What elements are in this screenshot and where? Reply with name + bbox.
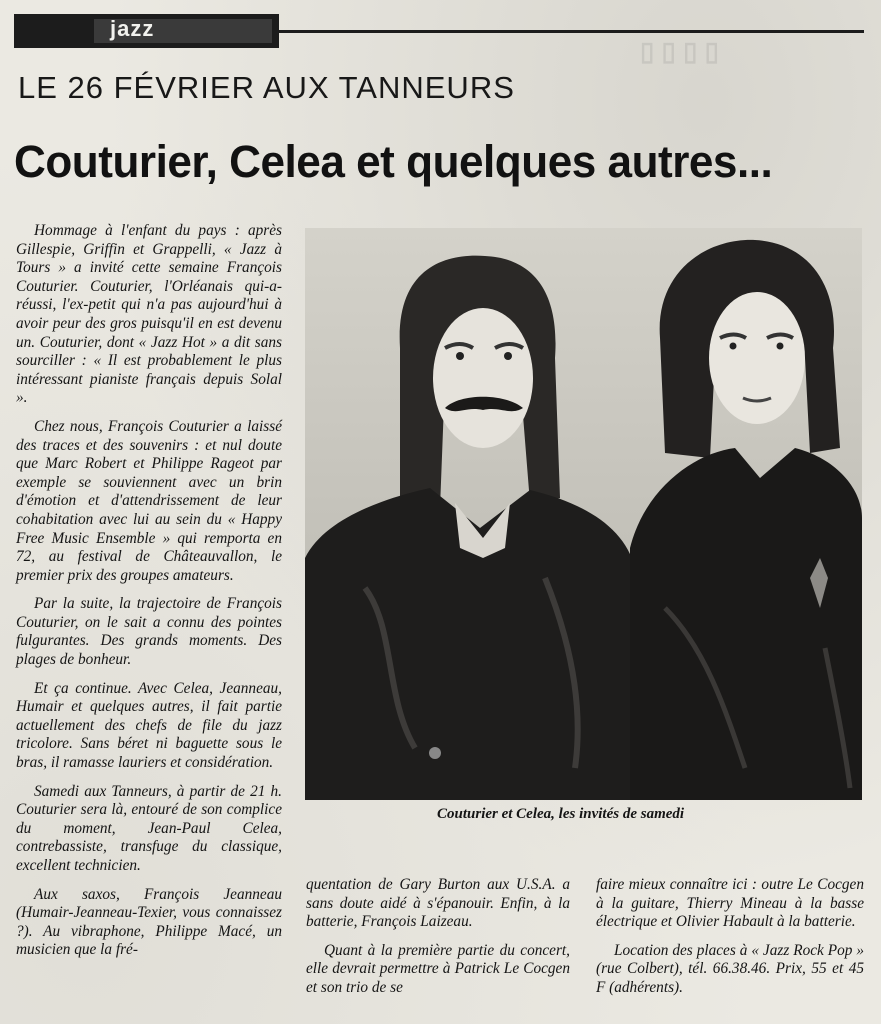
- paragraph: Chez nous, François Couturier a laissé des traces et des souvenirs : et nul doute que Marc Robert et Philippe Rageot par exemple se souviennent avec un brin d'émotion et d'attendrissement de leur cohabitation avec lui au sein du « Happy Free Music Ensemble » qui remporta en 72, au festival de Châteauvallon, le premier prix des groupes amateurs.: [16, 417, 282, 584]
- paragraph: faire mieux connaître ici : outre Le Cocgen à la guitare, Thierry Mineau à la basse électrique et Olivier Habault à la batterie.: [596, 876, 864, 931]
- paragraph: Hommage à l'enfant du pays : après Gillespie, Griffin et Grappelli, « Jazz à Tours » a invité cette semaine François Couturier. Couturier, l'Orléanais qui-a-réussi, l'ex-petit qui n'a pas aujourd'hui à avoir peur des gros puisqu'il en est devenu un. Couturier, dont « Jazz Hot » a dit sans sourciller : « Il est probablement le plus intéressant pianiste français depuis Solal ».: [16, 222, 282, 407]
- paragraph: Quant à la première partie du concert, elle devrait permettre à Patrick Le Cocgen et son trio de se: [306, 941, 570, 996]
- paragraph: Aux saxos, François Jeanneau (Humair-Jeanneau-Texier, vous connaissez ?). Au vibraphone, Philippe Macé, un musicien que la fré-: [16, 885, 282, 959]
- article-photo: [305, 228, 862, 800]
- rubric-label: jazz: [110, 16, 155, 41]
- paragraph: Samedi aux Tanneurs, à partir de 21 h. Couturier sera là, entouré de son complice du moment, Jean-Paul Celea, contrebassiste, transfuge du classique, excellent technicien.: [16, 782, 282, 874]
- bleed-through-decoration: ▯ ▯ ▯ ▯: [640, 36, 719, 66]
- headline: Couturier, Celea et quelques autres...: [14, 136, 773, 187]
- paragraph: Par la suite, la trajectoire de François Couturier, on le sait a connu des pointes fulgurantes. Des grands moments. Des plages de bonheur.: [16, 595, 282, 669]
- photo-caption: Couturier et Celea, les invités de samedi: [437, 806, 685, 822]
- portrait-illustration: [305, 228, 862, 800]
- article-column-3: [596, 876, 864, 1008]
- article-column-2: [306, 876, 570, 1008]
- paragraph: quentation de Gary Burton aux U.S.A. a sans doute aidé à s'épanouir. Enfin, à la batterie, François Laizeau.: [306, 876, 570, 931]
- paragraph: Et ça continue. Avec Celea, Jeanneau, Humair et quelques autres, il fait partie actuellement des chefs de file du jazz tricolore. Sans béret ni baguette sous le bras, il ramasse lauriers et considération.: [16, 679, 282, 772]
- article-column-1: [16, 222, 282, 970]
- paragraph: Location des places à « Jazz Rock Pop » (rue Colbert), tél. 66.38.46. Prix, 55 et 45 F (adhérents).: [596, 941, 864, 996]
- kicker: LE 26 FÉVRIER AUX TANNEURS: [18, 70, 515, 105]
- rubric-rule: [279, 30, 864, 33]
